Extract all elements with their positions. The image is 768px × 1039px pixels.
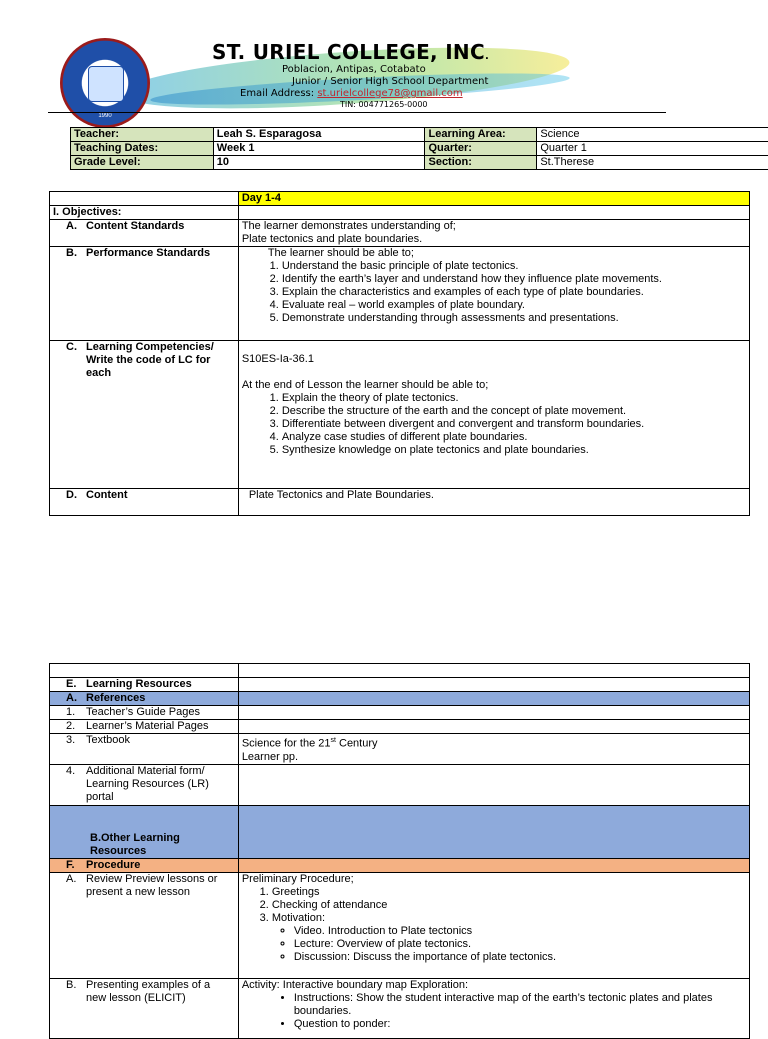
list-item: 2. Describe the structure of the earth and the concept of plate movement. [282,405,746,418]
resources-blank-right [238,664,749,678]
content-value: Plate Tectonics and Plate Boundaries. [238,489,749,516]
quarter-value: Quarter 1 [537,142,768,156]
textbook-value: Science for the 21st Century Learner pp. [238,734,749,765]
list-item: 4. Analyze case studies of different plate boundaries. [282,431,746,444]
list-item: 4. Evaluate real – world examples of plate boundary. [282,299,746,312]
references-value [238,692,749,706]
learning-area-label: Learning Area: [425,128,537,142]
prelim-heading: Preliminary Procedure; [241,872,354,885]
tg-pages-value [238,706,749,720]
textbook-label: 3. Textbook [50,734,239,765]
references-label: A. References [50,692,239,706]
other-learning-resources-value [238,805,749,858]
list-item: • Instructions: Show the student interactive map of the earth’s tectonic plates and plates boundaries. [294,992,746,1018]
tg-pages-label: 1. Teacher’s Guide Pages [50,706,239,720]
list-item: 5. Synthesize knowledge on plate tectonics and plate boundaries. [282,444,746,457]
school-department: Junior / Senior High School Department [292,76,489,87]
objectives-empty [238,206,749,220]
teaching-dates-label: Teaching Dates: [71,142,214,156]
procedure-label: F. Procedure [50,858,239,872]
presenting-examples-value [238,978,749,1038]
review-lesson-value [238,872,749,978]
content-label: D. Content [50,489,239,516]
learner-pp: Learner pp. [241,750,299,763]
other-learning-resources-label: B.Other Learning Resources [50,805,239,858]
list-item: 2. Checking of attendance [272,899,746,912]
lc-list [242,392,746,457]
resources-table [49,663,750,1039]
additional-material-value [238,764,749,805]
objectives-table [49,191,750,516]
school-email-line [240,88,463,99]
performance-standards-value [238,247,749,341]
seal-year: 1990 [92,112,118,121]
teacher-label: Teacher: [71,128,214,142]
list-item: 5. Demonstrate understanding through assessments and presentations. [282,312,746,325]
list-item: 2. Identify the earth’s layer and understand how they influence plate movements. [282,273,746,286]
teacher-value: Leah S. Esparagosa [213,128,425,142]
teaching-dates-value: Week 1 [213,142,425,156]
quarter-label: Quarter: [425,142,537,156]
activity-list [242,992,746,1031]
content-standards-line-2: Plate tectonics and plate boundaries. [241,233,423,245]
school-name: ST. URIEL COLLEGE, INC. [212,40,490,64]
objectives-heading: I. Objectives: [50,206,239,220]
list-item: ◦ Discussion: Discuss the importance of plate tectonics. [294,951,746,964]
email-label: Email Address: [240,88,315,99]
additional-material-label: 4. Additional Material form/ Learning Resources (LR) portal [50,764,239,805]
lc-intro: At the end of Lesson the learner should be able to; [241,379,489,391]
learning-resources-label: E. Learning Resources [50,678,239,692]
section-value: St.Therese [537,156,768,170]
list-item: 1. Understand the basic principle of plate tectonics. [282,260,746,273]
motivation-list [272,925,746,964]
list-item: • Question to ponder: [294,1018,746,1031]
list-item: 3. Motivation: ◦ Video. Introduction to Plate tectonics ◦ Lecture: Overview of plate tectonics. ◦ Discussion: Discuss the importance of plate tectonics. [272,912,746,964]
prelim-list [242,886,746,964]
header-divider [48,112,666,113]
lm-pages-label: 2. Learner’s Material Pages [50,720,239,734]
list-item: 3. Differentiate between divergent and convergent and transform boundaries. [282,418,746,431]
list-item: ◦ Video. Introduction to Plate tectonics [294,925,746,938]
list-item: 1. Greetings [272,886,746,899]
section-label: Section: [425,156,537,170]
grade-level-value: 10 [213,156,425,170]
performance-intro: The learner should be able to; [267,247,414,259]
learning-area-value: Science [537,128,768,142]
performance-list [242,260,746,325]
presenting-examples-label: B. Presenting examples of a new lesson (ELICIT) [50,978,239,1038]
school-tin: TIN: 004771265-0000 [340,100,428,109]
grade-level-label: Grade Level: [71,156,214,170]
school-address: Poblacion, Antipas, Cotabato [282,64,426,75]
performance-standards-label: B. Performance Standards [50,247,239,341]
email-link[interactable]: st.urielcollege78@gmail.com [317,88,463,99]
resources-blank-left [50,664,239,678]
seal-computer-icon [88,66,124,102]
content-standards-value [238,220,749,247]
teacher-info-table [70,127,768,170]
learning-resources-value [238,678,749,692]
activity-heading: Activity: Interactive boundary map Exploration: [241,978,469,991]
list-item: ◦ Lecture: Overview of plate tectonics. [294,938,746,951]
list-item: 3. Explain the characteristics and examples of each type of plate boundaries. [282,286,746,299]
procedure-value [238,858,749,872]
list-item: 1. Explain the theory of plate tectonics. [282,392,746,405]
learning-competencies-label: C. Learning Competencies/ Write the code of LC for each [50,341,239,489]
content-standards-line-1: The learner demonstrates understanding of; [241,220,456,232]
content-standards-label: A. Content Standards [50,220,239,247]
learning-competencies-value [238,341,749,489]
day-label-cell [50,192,239,206]
lm-pages-value [238,720,749,734]
day-value: Day 1-4 [238,192,749,206]
review-lesson-label: A. Review Preview lessons or present a new lesson [50,872,239,978]
lc-code: S10ES-Ia-36.1 [241,353,314,365]
